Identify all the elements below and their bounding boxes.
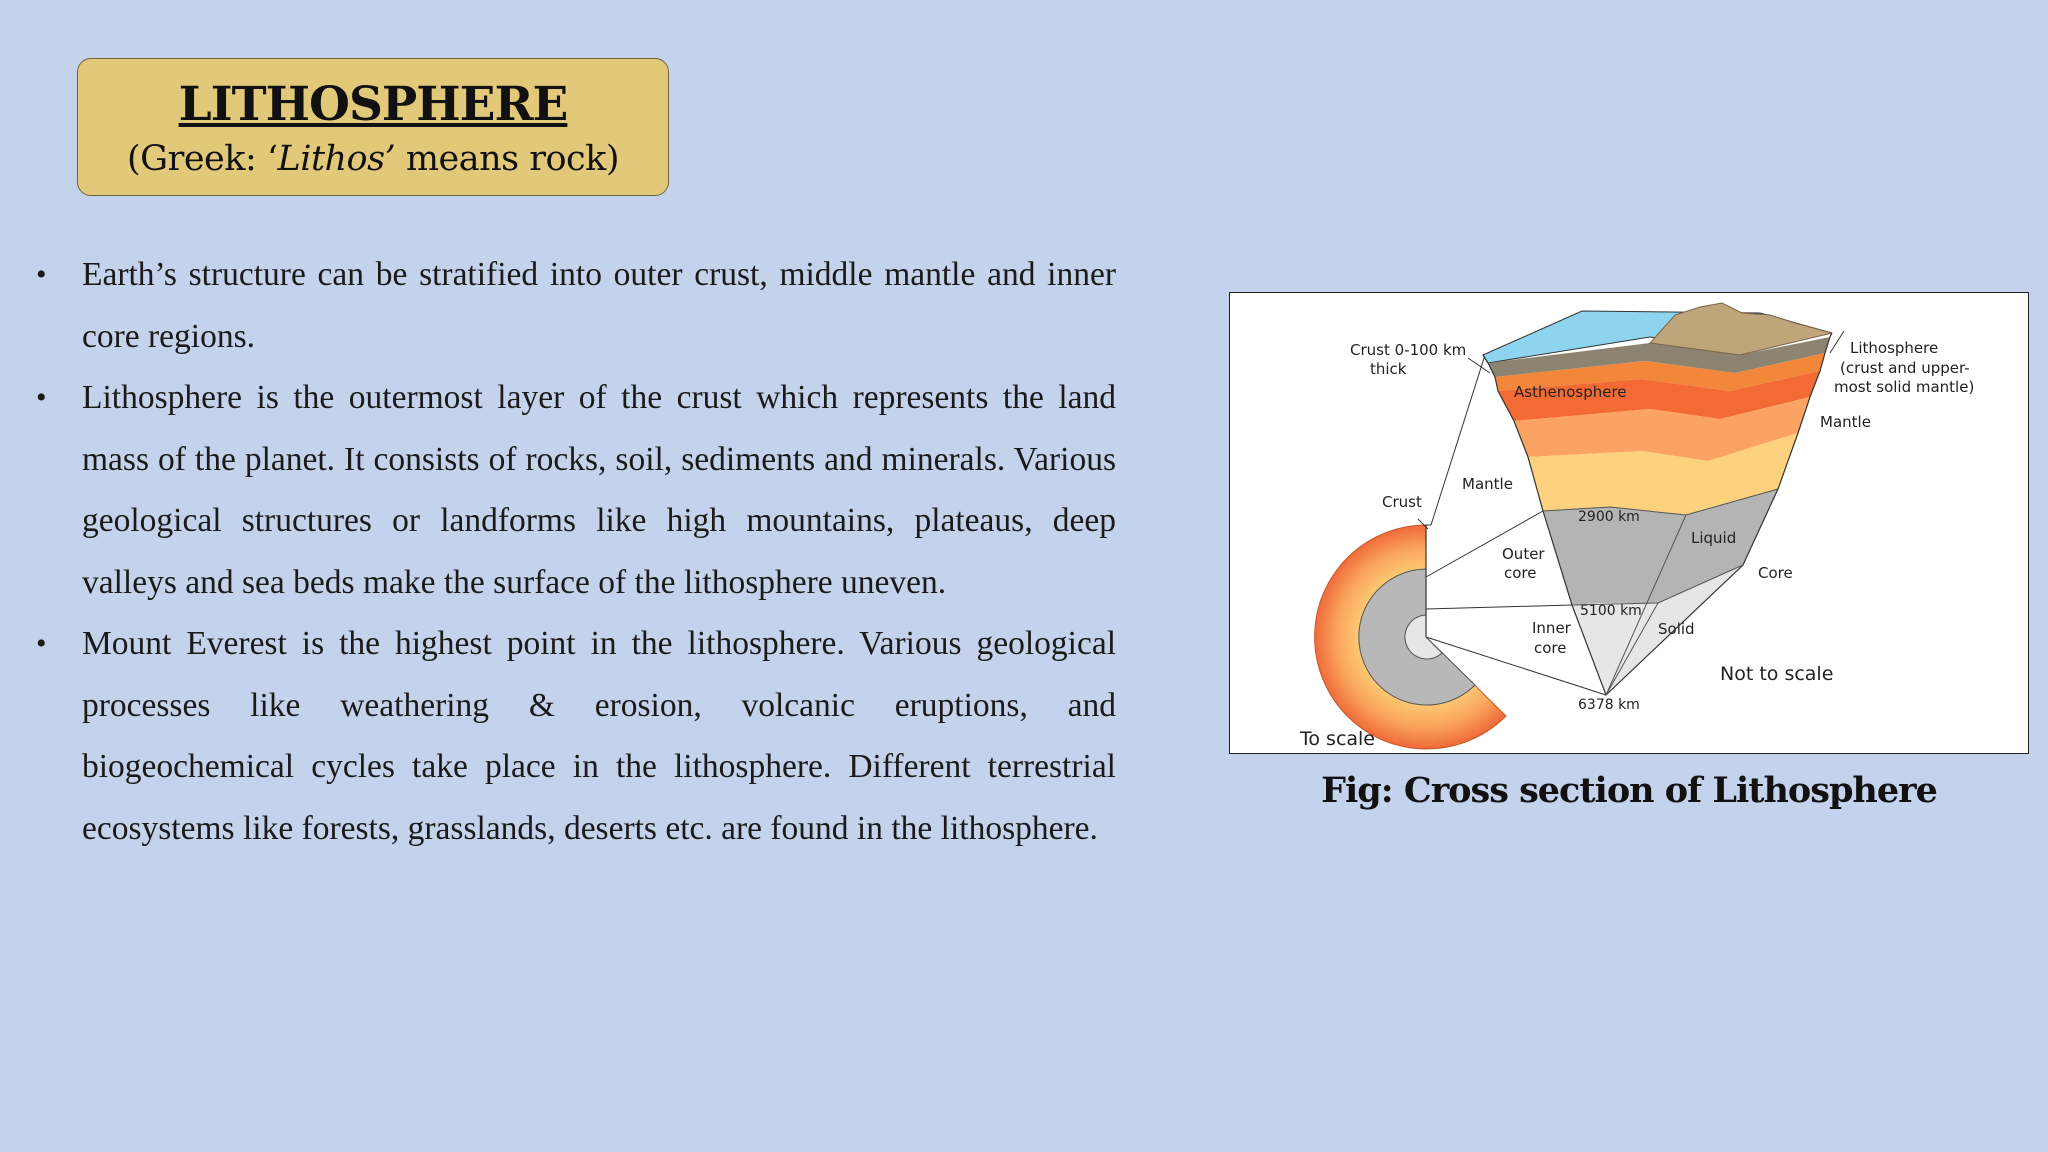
label-depth-5100: 5100 km xyxy=(1580,603,1642,619)
label-crust: Crust xyxy=(1382,493,1422,511)
label-depth-6378: 6378 km xyxy=(1578,697,1640,713)
subtitle-suffix: means rock) xyxy=(395,139,620,179)
label-solid: Solid xyxy=(1658,620,1695,638)
label-depth-2900: 2900 km xyxy=(1578,509,1640,525)
label-mantle-left: Mantle xyxy=(1462,475,1513,493)
cross-section-diagram xyxy=(1230,293,2027,752)
label-crust-thick-1: Crust 0-100 km xyxy=(1350,341,1467,359)
bullet-icon: • xyxy=(36,381,47,414)
label-crust-thick-2: thick xyxy=(1370,360,1407,378)
bullet-icon: • xyxy=(36,258,47,291)
figure-caption: Fig: Cross section of Lithosphere xyxy=(1321,770,1937,811)
subtitle-prefix: (Greek: ‘ xyxy=(126,139,278,179)
page-title: LITHOSPHERE xyxy=(178,77,568,132)
title-box xyxy=(77,58,669,196)
label-inner-core-2: core xyxy=(1534,639,1567,657)
bullet-item xyxy=(36,613,1116,859)
label-outer-core-1: Outer xyxy=(1502,545,1545,563)
bullet-text: Mount Everest is the highest point in the lithosphere. Various geological processes like weathering & erosion, volcanic eruptions, and biogeochemical cycles take place in the lithosphere. Different terrestrial ecosystems like forests, grasslands, deserts etc. are found in the lithosphere. xyxy=(82,625,1116,847)
bullet-text: Earth’s structure can be stratified into outer crust, middle mantle and inner core regions. xyxy=(82,256,1116,355)
label-to-scale: To scale xyxy=(1300,728,1375,750)
label-lithosphere-3: most solid mantle) xyxy=(1834,378,1975,396)
bullet-item xyxy=(36,367,1116,613)
label-liquid: Liquid xyxy=(1691,529,1737,547)
bullet-item xyxy=(36,244,1116,367)
label-outer-core-2: core xyxy=(1504,564,1537,582)
subtitle-italic: Lithos’ xyxy=(277,139,396,179)
page-subtitle xyxy=(78,139,668,179)
label-not-to-scale: Not to scale xyxy=(1720,663,1834,685)
label-core: Core xyxy=(1758,564,1793,582)
lithosphere-figure xyxy=(1229,292,2029,754)
label-inner-core-1: Inner xyxy=(1532,619,1571,637)
label-mantle-right: Mantle xyxy=(1820,413,1871,431)
bullet-icon: • xyxy=(36,627,47,660)
to-scale-inner-core xyxy=(1405,615,1442,659)
bullet-text: Lithosphere is the outermost layer of the crust which represents the land mass of the planet. It consists of rocks, soil, sediments and minerals. Various geological structures or landforms like high mountains, plateaus, deep valleys and sea beds make the surface of the lithosphere uneven. xyxy=(82,379,1116,601)
bullet-list xyxy=(36,244,1116,859)
label-lithosphere-2: (crust and upper- xyxy=(1840,359,1970,377)
label-lithosphere-1: Lithosphere xyxy=(1850,339,1939,357)
label-asthenosphere: Asthenosphere xyxy=(1514,383,1627,401)
